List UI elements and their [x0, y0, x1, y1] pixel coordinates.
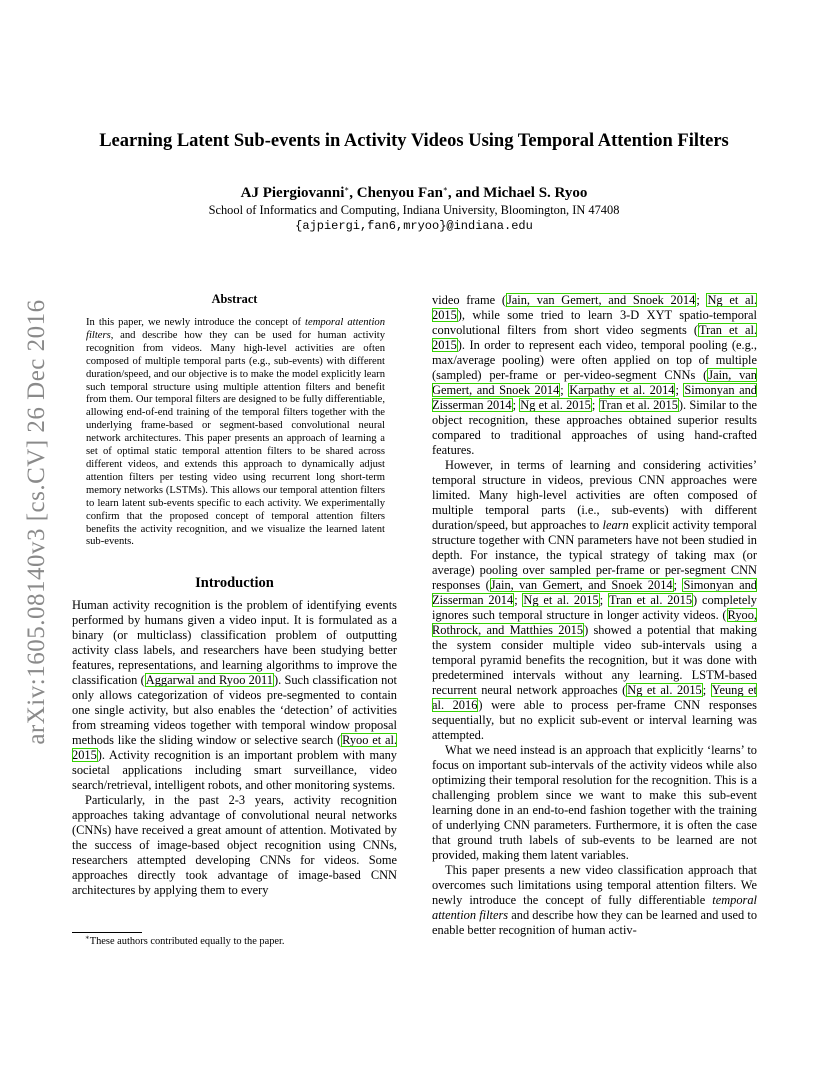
citation-link[interactable]: Ng et al. 2015	[432, 293, 757, 322]
affiliation: School of Informatics and Computing, Indiana University, Bloomington, IN 47408	[208, 203, 620, 217]
author-name: Chenyou Fan	[356, 185, 444, 201]
citation-link[interactable]: Tran et al. 2015	[599, 398, 678, 412]
text-run: ;	[599, 593, 608, 607]
text-run: explicit activity temporal structure together with CNN parameters have not been studied in depth. For instance, the typical strategy of taking max (or average) pooling over sampled per-frame or per-segment CNN responses (	[432, 518, 758, 592]
footnote-rule	[72, 932, 142, 933]
author-name: Michael S. Ryoo	[483, 185, 588, 201]
body-paragraph	[432, 293, 757, 458]
body-paragraph	[432, 743, 757, 863]
citation-link[interactable]: Tran et al. 2015	[432, 323, 757, 352]
text-run: ;	[514, 593, 523, 607]
text-run: ) showed a potential that making the system consider multiple video sub-intervals using a temporal pyramid benefits the recognition, but it was done with predetermined intervals without any learning. LSTM-based recurrent neural network approaches (	[432, 623, 757, 697]
citation-link[interactable]: Ng et al. 2015	[523, 593, 599, 607]
author-list	[0, 185, 828, 202]
footnote-text: These authors contributed equally to the paper.	[89, 936, 285, 947]
body-paragraph	[432, 863, 757, 938]
author-emails: {ajpiergi,fan6,mryoo}@indiana.edu	[295, 219, 533, 233]
left-column	[72, 292, 397, 898]
footnote-mark: ∗	[85, 933, 90, 942]
text-run: What we need instead is an approach that explicitly ‘learns’ to focus on important sub-intervals of the activity videos while also optimizing their temporal resolution for the recognition. This is a challenging problem since we want to make this sub-event learning done in an end-to-end fashion together with the training of underlying CNN parameters. Furthermore, it is often the case that ground truth labels of sub-events to be learned are not provided, making them latent variables.	[432, 743, 757, 862]
author-footnote-mark: ∗	[443, 185, 448, 193]
citation-link[interactable]: Tran et al. 2015	[608, 593, 693, 607]
author-footnote-mark: ∗	[344, 185, 350, 193]
abstract-text	[86, 317, 385, 549]
text-run: ) were able to process per-frame CNN responses sequentially, but no explicit sub-event or interval learning was attempted.	[432, 698, 757, 742]
citation-link[interactable]: Jain, van Gemert, and Snoek 2014	[490, 578, 673, 592]
right-column	[432, 293, 757, 938]
text-run: ;	[675, 383, 684, 397]
left-body	[72, 598, 397, 898]
author-separator: , and	[447, 185, 484, 201]
body-paragraph	[72, 793, 397, 898]
text-run: ). In order to represent each video, temporal pooling (e.g., max/average pooling) were often applied on top of multiple (sampled) per-frame or per-video-segment CNNs (	[432, 338, 757, 382]
emphasis-text: temporal attention filters	[432, 893, 757, 922]
text-run: In this paper, we newly introduce the concept of	[86, 317, 306, 328]
abstract-heading: Abstract	[211, 292, 258, 306]
text-run: Particularly, in the past 2-3 years, activity recognition approaches taking advantage of convolutional neural networks (CNNs) have received a great amount of attention. Motivated by the success of image-based object recognition using CNNs, researchers attempted developing CNNs for videos. Some approaches directly took advantage of image-based CNN architectures by applying them to every	[72, 793, 397, 898]
text-run: ;	[673, 578, 683, 592]
citation-link[interactable]: Ryoo et al. 2015	[72, 733, 397, 763]
citation-link[interactable]: Simonyan and Zisserman 2014	[432, 578, 757, 607]
citation-link[interactable]: Jain, van Gemert, and Snoek 2014	[432, 368, 758, 397]
author-separator: ,	[349, 185, 357, 201]
text-run: ;	[696, 293, 707, 307]
text-run: ;	[512, 398, 520, 412]
text-run: ). Activity recognition is an important problem with many societal applications including smart surveillance, video search/retrieval, intelligent robots, and other monitoring systems.	[72, 748, 397, 793]
footnote	[85, 933, 285, 947]
text-run: , and describe how they can be used for human activity recognition from videos. Many high-level activities are often composed of multiple temporal parts (e.g., sub-events) with different duration/speed, and our objective is to make the model explicitly learn such temporal structure using multiple attention filters and benefit from them. Our temporal filters are designed to be fully differentiable, allowing end-of-end training of the temporal filters together with the underlying frame-based or segment-based convolutional neural network architectures. This paper presents an approach of learning a set of optimal static temporal attention filters to be shared across different videos, and extends this approach to dynamically adjust attention filters per testing video using recurrent long short-term memory networks (LSTMs). This allows our temporal attention filters to learn latent sub-events specific to each activity. We experimentally confirm that the proposed concept of temporal attention filters benefits the activity recognition, and we visualize the learned latent sub-events.	[86, 329, 385, 548]
text-run: However, in terms of learning and considering activities’ temporal structure in videos, previous CNN approaches were limited. Many high-level activities are often composed of multiple temporal parts (i.e., sub-events) with different duration/speed, but approaches to	[432, 458, 757, 532]
text-run: This paper presents a new video classification approach that overcomes such limitations using temporal attention filters. We newly introduce the concept of fully differentiable	[432, 863, 757, 907]
author-name: AJ Piergiovanni	[240, 185, 345, 201]
introduction-heading: Introduction	[195, 575, 274, 592]
body-paragraph	[432, 458, 757, 743]
arxiv-side-label: arXiv:1605.08140v3 [cs.CV] 26 Dec 2016	[23, 299, 50, 745]
text-run: ;	[591, 398, 599, 412]
citation-link[interactable]: Jain, van Gemert, and Snoek 2014	[506, 293, 696, 307]
text-run: ) completely ignores such temporal structure in longer activity videos. (	[432, 593, 757, 622]
citation-link[interactable]: Yeung et al. 2016	[432, 683, 757, 712]
text-run: Human activity recognition is the problem of identifying events performed by humans given a video input. It is formulated as a binary (or multiclass) classification problem of outputting activity class labels, and researchers have been studying better features, representations, and learning algorithms to improve the classification (	[72, 598, 397, 688]
citation-link[interactable]: Ryoo, Rothrock, and Matthies 2015	[432, 608, 757, 637]
text-run: and describe how they can be learned and used to enable better recognition of human activ-	[432, 908, 758, 937]
citation-link[interactable]: Karpathy et al. 2014	[569, 383, 675, 397]
text-run: ). Such classification not only allows categorization of videos pre-segmented to contain one single activity, but also enables the ‘detection’ of activities from streaming videos together with temporal window proposal methods like the sliding window or selective search (	[72, 673, 397, 748]
text-run: ;	[702, 683, 711, 697]
citation-link[interactable]: Ng et al. 2015	[627, 683, 702, 697]
citation-link[interactable]: Aggarwal and Ryoo 2011	[145, 673, 273, 688]
text-run: ), while some tried to learn 3-D XYT spatio-temporal convolutional filters from short video segments (	[432, 308, 757, 337]
emphasis-text: learn	[602, 518, 629, 532]
right-body	[432, 293, 757, 938]
text-run: video frame (	[432, 293, 506, 307]
emphasis-text: temporal attention filters	[86, 317, 385, 341]
citation-link[interactable]: Ng et al. 2015	[520, 398, 591, 412]
citation-link[interactable]: Simonyan and Zisserman 2014	[432, 383, 757, 412]
text-run: ). Similar to the object recognition, these approaches obtained superior results compared to traditional approaches of using hand-crafted features.	[432, 398, 758, 457]
body-paragraph	[72, 598, 397, 793]
paper-title: Learning Latent Sub-events in Activity Videos Using Temporal Attention Filters	[99, 131, 729, 151]
text-run: ;	[560, 383, 569, 397]
